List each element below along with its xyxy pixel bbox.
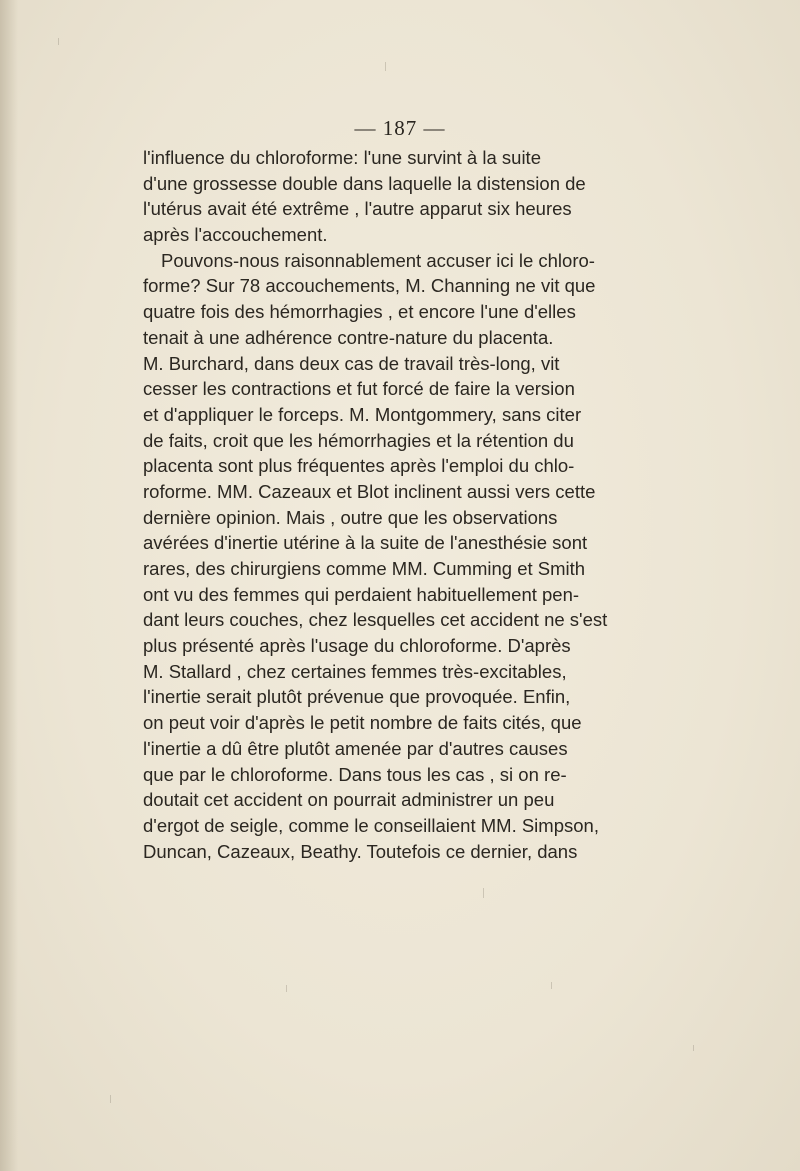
text-line: tenait à une adhérence contre-nature du placenta.	[143, 326, 554, 348]
text-line: d'une grossesse double dans laquelle la distension de	[143, 172, 586, 194]
text-line: placenta sont plus fréquentes après l'emploi du chlo-	[143, 455, 575, 477]
text-line: de faits, croit que les hémorrhagies et la rétention du	[143, 429, 574, 451]
body-text	[143, 145, 608, 864]
text-line: dant leurs couches, chez lesquelles cet accident ne s'est	[143, 609, 608, 631]
page-gutter-shadow	[0, 0, 18, 1171]
text-line: d'ergot de seigle, comme le conseillaient MM. Simpson,	[143, 814, 599, 836]
text-line: doutait cet accident on pourrait administrer un peu	[143, 789, 555, 811]
text-line: l'inertie a dû être plutôt amenée par d'autres causes	[143, 737, 568, 759]
text-line: M. Stallard , chez certaines femmes très-excitables,	[143, 660, 567, 682]
text-line: on peut voir d'après le petit nombre de faits cités, que	[143, 712, 582, 734]
text-line: l'influence du chloroforme: l'une survint à la suite	[143, 147, 541, 168]
text-line: M. Burchard, dans deux cas de travail très-long, vit	[143, 352, 560, 374]
text-line: après l'accouchement.	[143, 224, 328, 246]
text-line: dernière opinion. Mais , outre que les observations	[143, 506, 558, 528]
paper-speck	[385, 62, 386, 71]
paper-speck	[551, 982, 552, 989]
text-line: l'inertie serait plutôt prévenue que provoquée. Enfin,	[143, 686, 571, 708]
paper-speck	[483, 888, 484, 898]
text-line: roforme. MM. Cazeaux et Blot inclinent aussi vers cette	[143, 480, 596, 502]
text-line: rares, des chirurgiens comme MM. Cumming et Smith	[143, 558, 586, 579]
text-line: avérées d'inertie utérine à la suite de l'anesthésie sont	[143, 532, 588, 554]
text-line: cesser les contractions et fut forcé de faire la version	[143, 378, 575, 400]
text-line: Pouvons-nous raisonnablement accuser ici le chloro-	[161, 249, 595, 271]
text-line: que par le chloroforme. Dans tous les cas , si on re-	[143, 763, 567, 785]
paper-speck	[286, 985, 287, 992]
text-line: et d'appliquer le forceps. M. Montgommery, sans citer	[143, 403, 582, 425]
text-line: forme? Sur 78 accouchements, M. Channing ne vit que	[143, 275, 596, 297]
paper-speck	[110, 1095, 111, 1103]
text-line: ont vu des femmes qui perdaient habituellement pen-	[143, 583, 580, 605]
paper-speck	[693, 1045, 694, 1051]
paper-speck	[58, 38, 59, 45]
page-number: — 187 —	[354, 116, 446, 140]
text-line: quatre fois des hémorrhagies , et encore l'une d'elles	[143, 301, 576, 323]
text-line: Duncan, Cazeaux, Beathy. Toutefois ce dernier, dans	[143, 840, 578, 862]
text-line: l'utérus avait été extrême , l'autre apparut six heures	[143, 198, 572, 220]
text-line: plus présenté après l'usage du chloroforme. D'après	[143, 635, 571, 657]
